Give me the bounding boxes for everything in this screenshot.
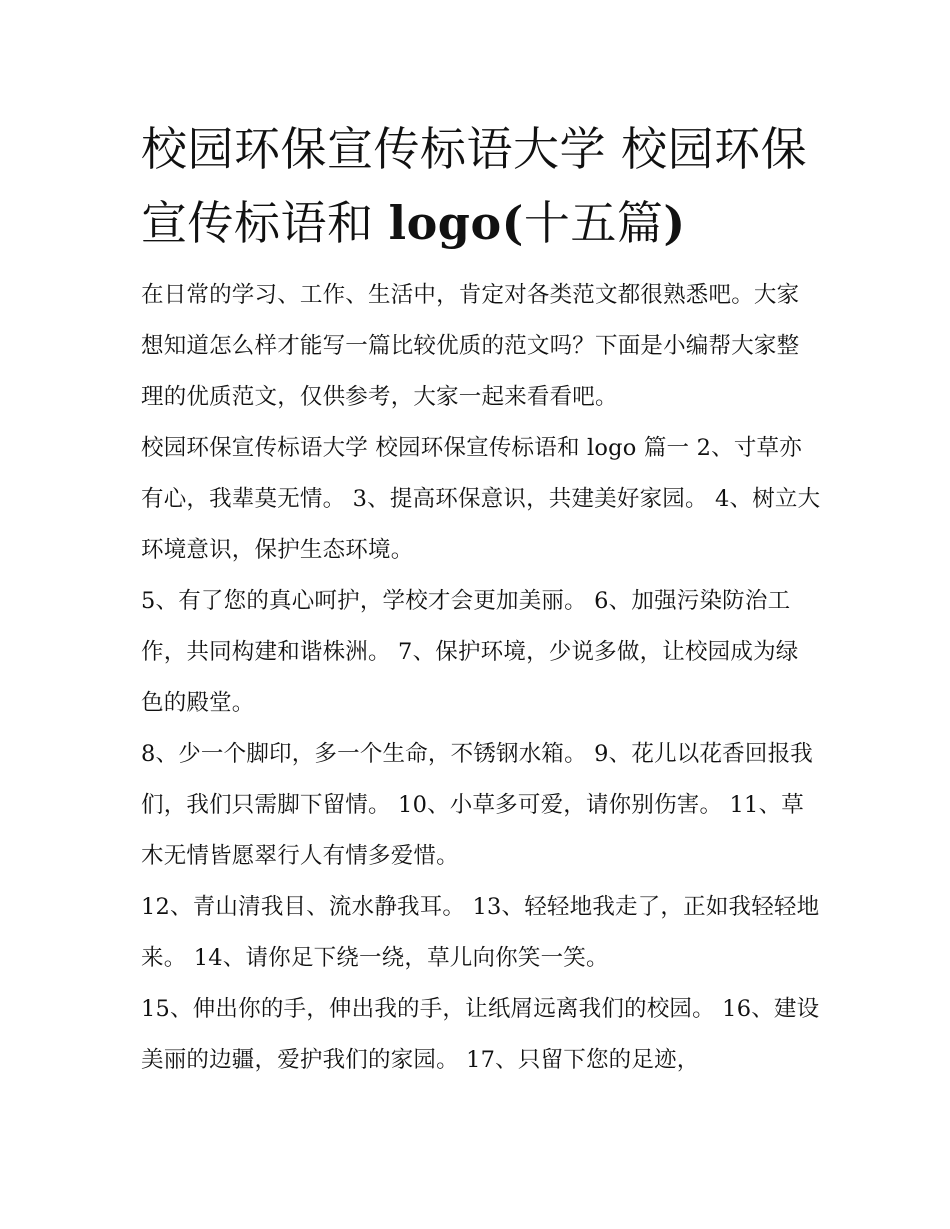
title-bold-close: ) — [663, 196, 686, 250]
document-title — [141, 112, 821, 260]
paragraph-4: 12、青山清我目、流水静我耳。 13、轻轻地我走了，正如我轻轻地来。 14、请你足下绕一绕，草儿向你笑一笑。 — [141, 894, 820, 971]
document-page — [141, 112, 821, 1086]
title-text-count: 十五篇 — [523, 196, 664, 250]
paragraph-3: 8、少一个脚印，多一个生命，不锈钢水箱。 9、花儿以花香回报我们，我们只需脚下留情。 10、小草多可爱，请你别伤害。 11、草木无情皆愿翠行人有情多爱惜。 — [141, 741, 813, 869]
document-body — [141, 270, 821, 1086]
title-bold-logo: logo( — [388, 196, 524, 250]
title-text: 校园环保宣传标语大学 校园环保宣传标语和 — [141, 122, 808, 250]
paragraph-5: 15、伸出你的手，伸出我的手，让纸屑远离我们的校园。 16、建设美丽的边疆，爱护我们的家园。 17、只留下您的足迹， — [141, 996, 820, 1073]
paragraph-2: 5、有了您的真心呵护，学校才会更加美丽。 6、加强污染防治工作，共同构建和谐株洲。 7、保护环境，少说多做，让校园成为绿色的殿堂。 — [141, 588, 799, 716]
paragraph-1: 校园环保宣传标语大学 校园环保宣传标语和 logo 篇一 2、寸草亦有心，我辈莫无情。 3、提高环保意识，共建美好家园。 4、树立大环境意识，保护生态环境。 — [141, 435, 821, 563]
paragraph-intro: 在日常的学习、工作、生活中，肯定对各类范文都很熟悉吧。大家想知道怎么样才能写一篇比较优质的范文吗？下面是小编帮大家整理的优质范文，仅供参考，大家一起来看看吧。 — [141, 282, 800, 410]
